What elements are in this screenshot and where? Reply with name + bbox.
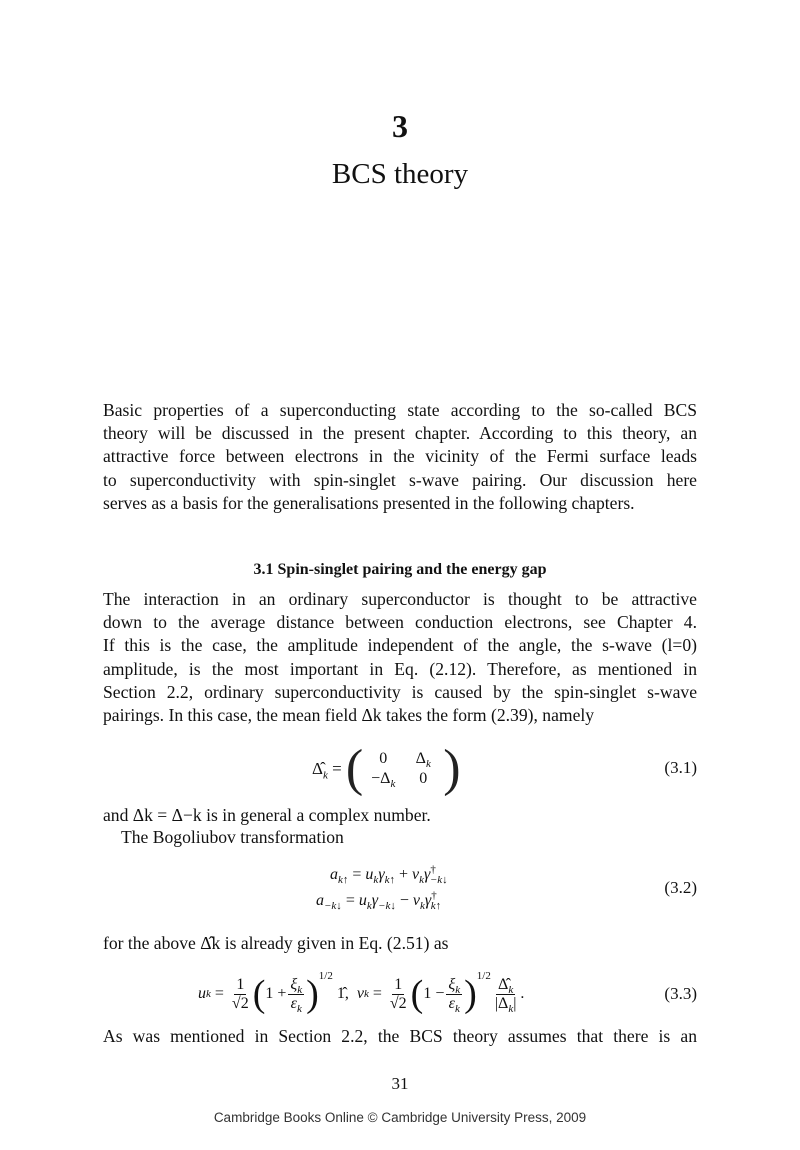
last-line-text: As was mentioned in Section 2.2, the BCS theory assumes that there is an [103,1026,697,1046]
page-number: 31 [391,1074,409,1093]
equation-3-2: $a_{k↑} = u_k\gamma_{k↑} + v_k\gamma^\dagger_{-k↓}$ $a_{-k↓} = u_k\gamma_{-k↓} - v_k\gamma^\dagger_{k↑}$ [316,863,448,913]
intro-line: Basic properties of a superconducting state according to the so-called BCS [103,400,697,420]
section-line: If this is the case, the amplitude independent of the angle, the s-wave (l=0) [103,635,697,656]
chapter-number: 3 [392,108,408,144]
equation-number: (3.2) [664,878,697,897]
intro-paragraph [103,399,697,515]
equation-number: (3.1) [664,758,697,777]
section-line: amplitude, is the most important in Eq. (2.12). Therefore, as mentioned in [103,658,697,679]
equation-3-1: $\Deltâ_k$ = ( 0 $\Delta_k$ $-\Delta_k$ 0 ) [312,740,461,797]
intro-line: theory will be discussed in the present chapter. According to this theory, an [103,423,697,444]
bogoliubov-intro: The Bogoliubov transformation [121,827,344,847]
section-line: The interaction in an ordinary superconductor is thought to be attractive [103,589,697,609]
intro-line: serves as a basis for the generalisations presented in the following chapters. [103,492,635,513]
equation-number: (3.3) [664,984,697,1003]
section-line: Section 2.2, ordinary superconductivity is caused by the spin-singlet s-wave [103,681,697,702]
intro-line: attractive force between electrons in the vicinity of the Fermi surface leads [103,446,697,467]
after-eq2-text: for the above Δ̂k is already given in Eq. (2.51) as [103,933,449,953]
section-heading: 3.1 Spin-singlet pairing and the energy gap [253,561,547,578]
chapter-title: BCS theory [331,158,469,190]
intro-line: to superconductivity with spin-singlet s-wave pairing. Our discussion here [103,469,697,490]
footer-copyright: Cambridge Books Online © Cambridge University Press, 2009 [213,1110,587,1125]
after-eq1-text: and Δk = Δ−k is in general a complex number. [103,805,431,825]
section-line: down to the average distance between conduction electrons, see Chapter 4. [103,612,697,633]
section-line: pairings. In this case, the mean field Δk takes the form (2.39), namely [103,705,595,726]
equation-3-3: u k = $\frac{1}{√2}$ ( 1 + $\frac{\xi_k}{\varepsilon_k}$ ) $^{1/2}$ 1̂, v k = $\frac{1}{√2}$ ( 1 − $\frac{\xi_k}{\varepsilon_k}$ ) $^{1/2}$ $\frac{\Deltâ_k}{|\Delta_k|}$ . [198,970,525,1015]
section-paragraph [103,588,697,727]
